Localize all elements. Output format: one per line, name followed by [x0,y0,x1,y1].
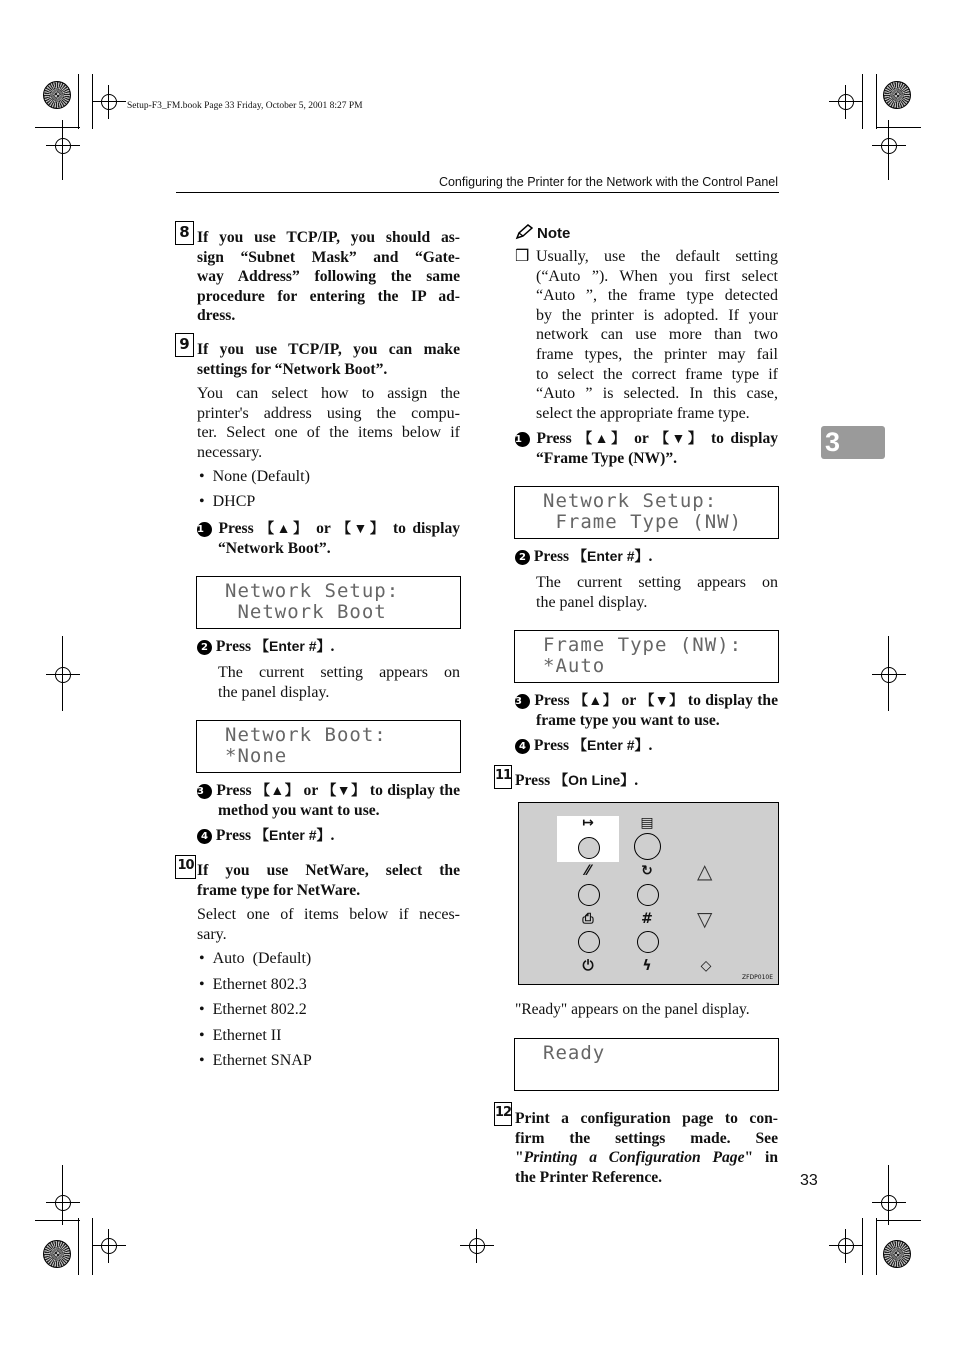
online-icon: ↦ [582,815,594,831]
error-icon: ◇ [700,958,712,974]
caption: "Ready" appears on the panel display. [515,1001,750,1018]
panel-code: ZFDP010E [742,974,774,981]
list-item: • DHCP [199,493,256,510]
step-10-body: Select one of items below if neces- sary. [197,906,460,943]
panel-display: Network Boot: *None [196,720,461,773]
step-8-text: If you use TCP/IP, you should as- sign “Subnet Mask” and “Gate- way Address” following the same procedure for entering the IP ad- dress. [197,229,460,325]
list-item: • Auto (Default) [199,950,312,967]
note-heading: Note [515,224,570,243]
header-rule [176,192,779,193]
list-item: • None (Default) [199,468,310,485]
running-header: Configuring the Printer for the Network with the Control Panel [438,175,778,189]
registration-mark-icon [55,138,71,154]
step-number: 10 [175,855,196,879]
substep-1: 1 Press 【▲】 or 【▼】 to display “Frame Type (NW)”. [515,430,779,467]
step-number: 9 [175,333,194,357]
power-icon: ⏻ [582,958,594,974]
registration-mark-icon [55,667,71,683]
panel-display: Frame Type (NW): *Auto [514,630,779,683]
registration-mark-icon [101,94,117,110]
up-arrow-icon: △ [697,859,713,883]
step-number: 8 [175,221,194,245]
note-text: Usually, use the default setting (“Auto ”). When you first select “Auto ”, the frame type detected by the printer is adopted. If your network can use more than two frame types, the printer may fail to select the correct frame type if “Auto ” is selected. In this case, select the appropriate frame type. [536,248,778,422]
form-feed-icon: ⁄⁄ [585,863,591,879]
panel-display: Network Setup: Network Boot [196,576,461,629]
pencil-icon [515,224,533,240]
color-target-icon [883,81,911,109]
list-item: • Ethernet SNAP [199,1052,312,1069]
escape-button [637,884,659,906]
step-number: 11 [494,765,512,789]
step-9-title: If you use TCP/IP, you can make settings for “Network Boot”. [197,341,460,378]
job-reset-icon: ⎙ [582,911,594,927]
substep-4: 4 Press 【Enter #】. [197,826,334,846]
substep-2-body: The current setting appears on the panel display. [218,664,460,701]
color-target-icon [43,1240,71,1268]
substep-3: 3 Press 【▲】 or 【▼】 to display the method you want to use. [197,782,461,819]
data-in-icon: ϟ [642,958,652,974]
online-button [578,837,600,859]
note-checkbox-icon: ❒ [515,248,530,265]
substep-2-body: The current setting appears on the panel display. [536,574,778,611]
registration-mark-icon [101,1238,117,1254]
step-9-body: You can select how to assign the printer's address using the compu- ter. Select one of the items below if necessary. [197,385,460,461]
step-11-text: Press 【On Line】. [515,772,639,789]
registration-mark-icon [881,1195,897,1211]
list-item: • Ethernet II [199,1027,282,1044]
color-target-icon [43,81,71,109]
job-reset-button [578,931,600,953]
enter-icon: # [641,911,653,927]
step-10-title: If you use NetWare, select the frame type for NetWare. [197,862,460,899]
file-info: Setup-F3_FM.book Page 33 Friday, October 5, 2001 8:27 PM [127,101,363,111]
registration-mark-icon [55,1195,71,1211]
registration-mark-icon [881,138,897,154]
step-number: 12 [494,1102,512,1126]
registration-mark-icon [881,667,897,683]
registration-mark-icon [469,1238,485,1254]
form-feed-button [578,884,600,906]
menu-icon: ▤ [640,815,654,831]
substep-2: 2 Press 【Enter #】. [197,637,334,657]
color-target-icon [883,1240,911,1268]
registration-mark-icon [838,1238,854,1254]
panel-display: Network Setup: Frame Type (NW) [514,486,779,539]
page-number: 33 [800,1172,818,1189]
control-panel-illustration [518,802,779,985]
chapter-tab: 3 [821,426,885,459]
list-item: • Ethernet 802.3 [199,976,307,993]
step-12-text: Print a configuration page to con- firm the settings made. See "Printing a Configuration Page" in the Printer Reference. [515,1110,778,1186]
substep-2: 2 Press 【Enter #】. [515,547,652,567]
menu-button [634,833,661,860]
list-item: • Ethernet 802.2 [199,1001,307,1018]
registration-mark-icon [838,94,854,110]
panel-display: Ready [514,1038,779,1091]
down-arrow-icon: ▽ [697,907,713,931]
substep-4: 4 Press 【Enter #】. [515,736,652,756]
escape-icon: ↻ [641,863,653,879]
enter-button [637,931,659,953]
substep-1: 1 Press 【▲】 or 【▼】 to display “Network Boot”. [197,520,461,557]
substep-3: 3 Press 【▲】 or 【▼】 to display the frame type you want to use. [515,692,779,729]
